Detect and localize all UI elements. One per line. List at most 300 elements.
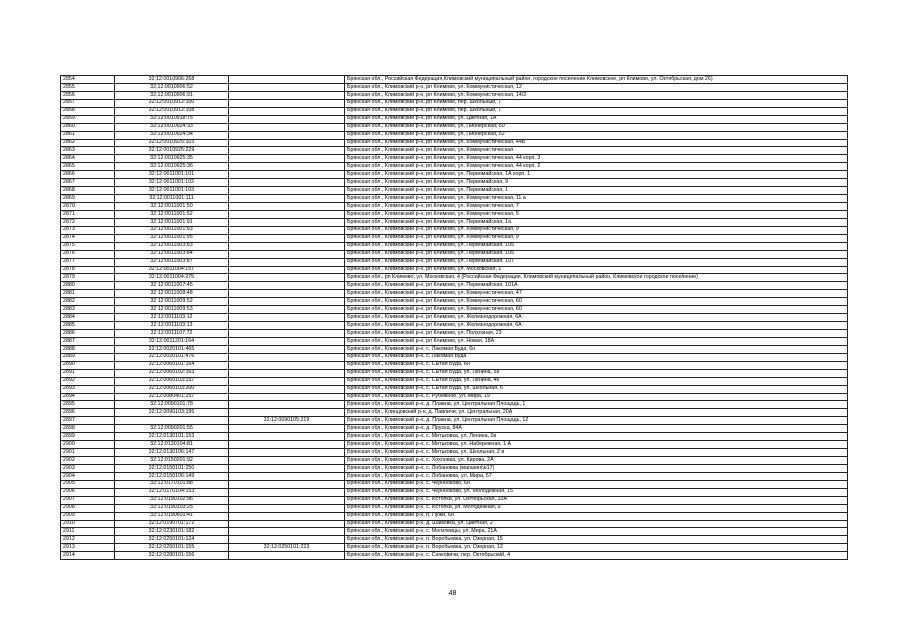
row-number-cell: 2865 xyxy=(61,163,115,171)
table-row xyxy=(61,393,848,401)
cadastral-number-cell: 32:12:0190701:172 xyxy=(115,520,229,528)
row-number-cell: 2895 xyxy=(61,401,115,409)
address-cell: Брянская обл., Климовский р-н, рп Климово, ул. Коммунистическая, 44 корп. 2 xyxy=(345,163,848,171)
cadastral-number-cell: 32:12:0080401:257 xyxy=(115,393,229,401)
row-number-cell: 2889 xyxy=(61,353,115,361)
address-cell: Брянская обл., Климовский р-н, рп Климово, ул. Новая, 18А xyxy=(345,337,848,345)
row-number-cell: 2899 xyxy=(61,433,115,441)
table-row xyxy=(61,179,848,187)
table-row xyxy=(61,337,848,345)
table-row xyxy=(61,512,848,520)
table-row xyxy=(61,210,848,218)
address-cell: Брянская обл., Климовский р-н, д. Плавна, ул. Центральная Площадь, 12 xyxy=(345,417,848,425)
row-number-cell: 2913 xyxy=(61,544,115,552)
row-number-cell: 2866 xyxy=(61,171,115,179)
address-cell: Брянская обл., Климовский р-н, рп Климово, ул. Коммунистическая, 60 xyxy=(345,298,848,306)
table-row xyxy=(61,528,848,536)
parent-cadastral-number-cell xyxy=(229,250,345,258)
cadastral-number-cell: 32:12:0020101:476 xyxy=(115,353,229,361)
table-row xyxy=(61,274,848,282)
cadastral-number-cell: 32:12:0190601:41 xyxy=(115,512,229,520)
address-cell: Брянская обл., Климовский р-н, рп Климово, пер. Школьный, 7 xyxy=(345,107,848,115)
address-cell: Брянская обл., Климовский р-н, рп Климово, ул. Коммунистическая, 7 xyxy=(345,203,848,211)
address-cell: Брянская обл., Климовский р-н, рп Климово, ул. Коммунистическая, 9 xyxy=(345,234,848,242)
address-cell: Брянская обл., рп Климово, ул. Московская, 4 (Российская Федерация, Климовский муниципальный район, Климовское городское поселение) xyxy=(345,274,848,282)
cadastral-number-cell: 32:12:0010912:100 xyxy=(115,99,229,107)
table-row xyxy=(61,306,848,314)
address-cell: Брянская обл., Климовский р-н, рп Климово, ул. Первомайская, 107 xyxy=(345,258,848,266)
cadastral-number-cell: 32:12:0170101:88 xyxy=(115,480,229,488)
cadastral-number-cell: 32:12:0010912:108 xyxy=(115,107,229,115)
cadastral-number-cell: 32:12:0130104:81 xyxy=(115,441,229,449)
table-row xyxy=(61,345,848,353)
row-number-cell: 2884 xyxy=(61,314,115,322)
parent-cadastral-number-cell xyxy=(229,353,345,361)
address-cell: Брянская обл., Климовский р-н, с. Лобановка (магазин№17) xyxy=(345,464,848,472)
table-row xyxy=(61,322,848,330)
address-cell: Брянская обл., Климовский р-н, рп Климово, ул. Первомайская, 1а xyxy=(345,218,848,226)
cadastral-number-cell: 32:12:0090101:78 xyxy=(115,401,229,409)
parent-cadastral-number-cell xyxy=(229,512,345,520)
parent-cadastral-number-cell: 32:12:0250101:223 xyxy=(229,544,345,552)
address-cell: Брянская обл., Климовский р-н, рп Климово, пер. Школьный, 7 xyxy=(345,99,848,107)
cadastral-number-cell: 32:12:0011201:164 xyxy=(115,337,229,345)
table-row xyxy=(61,417,848,425)
row-number-cell: 2898 xyxy=(61,425,115,433)
cadastral-number-cell: 32:12:0011103:12 xyxy=(115,314,229,322)
row-number-cell: 2900 xyxy=(61,441,115,449)
cadastral-number-cell: 32:12:0190102:96 xyxy=(115,496,229,504)
table-row xyxy=(61,250,848,258)
table-row xyxy=(61,385,848,393)
cadastral-number-cell: 32:12:0010906:91 xyxy=(115,91,229,99)
parent-cadastral-number-cell xyxy=(229,441,345,449)
address-cell: Брянская обл., Климовский р-н, с. Рубежное, ул. Мира, 19 xyxy=(345,393,848,401)
parent-cadastral-number-cell xyxy=(229,258,345,266)
cadastral-number-cell: 32:12:0010925:103 xyxy=(115,139,229,147)
table-row xyxy=(61,258,848,266)
address-cell: Брянская обл., Климовский р-н, с. Могилевцы, ул. Мира, 21А xyxy=(345,528,848,536)
table-row xyxy=(61,171,848,179)
row-number-cell: 2861 xyxy=(61,131,115,139)
cadastral-number-cell: 32:12:0011008:48 xyxy=(115,290,229,298)
parent-cadastral-number-cell xyxy=(229,187,345,195)
parent-cadastral-number-cell xyxy=(229,552,345,560)
cadastral-number-cell: 32:12:0060103:157 xyxy=(115,377,229,385)
parent-cadastral-number-cell xyxy=(229,330,345,338)
cadastral-number-cell: 32:12:0011004:157 xyxy=(115,266,229,274)
row-number-cell: 2860 xyxy=(61,123,115,131)
address-cell: Брянская обл., Климовский р-н, рп Климово, ул. Пионерская, 50 xyxy=(345,123,848,131)
table-row xyxy=(61,163,848,171)
parent-cadastral-number-cell xyxy=(229,504,345,512)
address-cell: Брянская обл., Климовский р-н, рп Климово, ул. Коммунистическая, 44Б xyxy=(345,139,848,147)
parent-cadastral-number-cell xyxy=(229,147,345,155)
table-row xyxy=(61,298,848,306)
address-cell: Брянская обл., Климовский р-н, п. Воробьевка, ул. Озерная, 12 xyxy=(345,544,848,552)
cadastral-number-cell: 32:12:0011001:111 xyxy=(115,195,229,203)
table-row xyxy=(61,496,848,504)
table-row xyxy=(61,401,848,409)
row-number-cell: 2893 xyxy=(61,385,115,393)
row-number-cell: 2869 xyxy=(61,195,115,203)
parent-cadastral-number-cell xyxy=(229,282,345,290)
cadastral-number-cell: 32:12:0011004:275 xyxy=(115,274,229,282)
parent-cadastral-number-cell xyxy=(229,131,345,139)
cadastral-number-cell: 32:12:0011007:45 xyxy=(115,282,229,290)
parent-cadastral-number-cell xyxy=(229,306,345,314)
row-number-cell: 2878 xyxy=(61,266,115,274)
parent-cadastral-number-cell xyxy=(229,361,345,369)
cadastral-number-cell: 32:12:0280101:156 xyxy=(115,552,229,560)
address-cell: Брянская обл., Климовский р-н, с. Лобановка, ул. Мира, 57 xyxy=(345,472,848,480)
parent-cadastral-number-cell xyxy=(229,155,345,163)
parent-cadastral-number-cell xyxy=(229,266,345,274)
table-row xyxy=(61,131,848,139)
cadastral-number-cell: 32:12:0010906:52 xyxy=(115,83,229,91)
table-row xyxy=(61,464,848,472)
cadastral-number-cell: 32:12:0020101:465 xyxy=(115,345,229,353)
parent-cadastral-number-cell xyxy=(229,433,345,441)
row-number-cell: 2907 xyxy=(61,496,115,504)
table-row xyxy=(61,234,848,242)
table-row xyxy=(61,115,848,123)
row-number-cell: 2912 xyxy=(61,536,115,544)
page-number: 48 xyxy=(448,590,457,597)
parent-cadastral-number-cell xyxy=(229,345,345,353)
table-row xyxy=(61,377,848,385)
address-cell: Брянская обл., Климовский р-н, с. Сытая Буда, ул. Школьная, 6 xyxy=(345,385,848,393)
row-number-cell: 2856 xyxy=(61,91,115,99)
table-row xyxy=(61,242,848,250)
table-row xyxy=(61,187,848,195)
row-number-cell: 2859 xyxy=(61,115,115,123)
parent-cadastral-number-cell xyxy=(229,472,345,480)
table-row xyxy=(61,266,848,274)
row-number-cell: 2902 xyxy=(61,457,115,465)
row-number-cell: 2903 xyxy=(61,464,115,472)
row-number-cell: 2901 xyxy=(61,449,115,457)
cadastral-number-cell: 32:12:0010918:75 xyxy=(115,115,229,123)
table-row xyxy=(61,330,848,338)
parent-cadastral-number-cell xyxy=(229,123,345,131)
row-number-cell: 2897 xyxy=(61,417,115,425)
row-number-cell: 2911 xyxy=(61,528,115,536)
row-number-cell: 2874 xyxy=(61,234,115,242)
row-number-cell: 2910 xyxy=(61,520,115,528)
address-cell: Брянская обл., Климовский р-н, рп Климово, ул. Коммунистическая, 14/2 xyxy=(345,91,848,99)
address-cell: Брянская обл., Климовский р-н, с. Сачковичи, пер. Октябрьский, 4 xyxy=(345,552,848,560)
address-cell: Брянская обл., Климовский р-н, рп Климово, ул. Коммунистическая, 12 xyxy=(345,83,848,91)
parent-cadastral-number-cell xyxy=(229,298,345,306)
table-row xyxy=(61,226,848,234)
address-cell: Брянская обл., Климовский р-н, рп Климово, ул. Коммунистическая, 11 а xyxy=(345,195,848,203)
table-row xyxy=(61,520,848,528)
cadastral-number-cell: 32:12:0010924:34 xyxy=(115,131,229,139)
row-number-cell: 2892 xyxy=(61,377,115,385)
row-number-cell: 2914 xyxy=(61,552,115,560)
cadastral-number-cell: 32:12:0230101:182 xyxy=(115,528,229,536)
parent-cadastral-number-cell xyxy=(229,457,345,465)
table-row xyxy=(61,449,848,457)
parent-cadastral-number-cell xyxy=(229,99,345,107)
address-cell: Брянская обл., Климовский р-н, с. Митьковка, ул. Ленина, 2в xyxy=(345,433,848,441)
cadastral-number-cell xyxy=(115,417,229,425)
cadastral-number-cell: 32:12:0011001:101 xyxy=(115,171,229,179)
table-row xyxy=(61,155,848,163)
cadastral-number-cell: 32:12:0010925:36 xyxy=(115,163,229,171)
address-cell: Брянская обл., Климовский р-н, рп Климово, ул. Железнодорожная, 6А xyxy=(345,314,848,322)
cadastral-number-cell: 32:12:0011001:102 xyxy=(115,179,229,187)
parent-cadastral-number-cell xyxy=(229,179,345,187)
row-number-cell: 2867 xyxy=(61,179,115,187)
address-cell: Брянская обл., Климовский р-н, рп Климово, ул. Первомайская, 9 xyxy=(345,179,848,187)
row-number-cell: 2894 xyxy=(61,393,115,401)
cadastral-number-cell: 32:12:0010925:229 xyxy=(115,147,229,155)
parent-cadastral-number-cell xyxy=(229,393,345,401)
parent-cadastral-number-cell xyxy=(229,369,345,377)
cadastral-number-cell: 32:12:0060101:164 xyxy=(115,361,229,369)
table-row xyxy=(61,409,848,417)
table-row xyxy=(61,139,848,147)
parent-cadastral-number-cell xyxy=(229,528,345,536)
cadastral-number-cell: 32:12:0130101:153 xyxy=(115,433,229,441)
address-cell: Брянская обл., Климовский р-н, рп Климово, ул. Цветная, 1А xyxy=(345,115,848,123)
cadastral-number-cell: 32:12:0011009:53 xyxy=(115,306,229,314)
parent-cadastral-number-cell xyxy=(229,226,345,234)
table-row xyxy=(61,91,848,99)
address-cell: Брянская обл., Российская Федерация,Климовский муниципальный район, городское поселение Климовское, рп Климово, ул. Октябрьская, дом 26) xyxy=(345,76,848,84)
table-row xyxy=(61,83,848,91)
address-cell: Брянская обл., Климовский р-н, рп Климово, ул. Первомайская, 105 xyxy=(345,250,848,258)
parent-cadastral-number-cell xyxy=(229,520,345,528)
cadastral-number-cell: 32:12:0011009:52 xyxy=(115,298,229,306)
address-cell: Брянская обл., Климовский р-н, рп Климово, ул. Коммунистическая, 47 xyxy=(345,290,848,298)
parent-cadastral-number-cell xyxy=(229,322,345,330)
cadastral-number-cell: 32:12:0011001:50 xyxy=(115,203,229,211)
cadastral-number-cell: 32:12:0150106:149 xyxy=(115,472,229,480)
cadastral-number-cell: 32:12:0060103:200 xyxy=(115,385,229,393)
row-number-cell: 2882 xyxy=(61,298,115,306)
row-number-cell: 2857 xyxy=(61,99,115,107)
row-number-cell: 2906 xyxy=(61,488,115,496)
row-number-cell: 2891 xyxy=(61,369,115,377)
cadastral-number-cell: 32:12:0011001:93 xyxy=(115,226,229,234)
table-row xyxy=(61,488,848,496)
row-number-cell: 2888 xyxy=(61,345,115,353)
table-row xyxy=(61,457,848,465)
table-row xyxy=(61,504,848,512)
row-number-cell: 2855 xyxy=(61,83,115,91)
row-number-cell: 2873 xyxy=(61,226,115,234)
row-number-cell: 2881 xyxy=(61,290,115,298)
table-row xyxy=(61,290,848,298)
cadastral-number-cell: 32:12:0011001:103 xyxy=(115,187,229,195)
cadastral-number-cell: 32:12:0250101:124 xyxy=(115,536,229,544)
parent-cadastral-number-cell xyxy=(229,274,345,282)
parent-cadastral-number-cell xyxy=(229,139,345,147)
cadastral-number-cell: 32:12:0011103:13 xyxy=(115,322,229,330)
parent-cadastral-number-cell xyxy=(229,314,345,322)
table-row xyxy=(61,353,848,361)
address-cell: Брянская обл., Климовский р-н, рп Климово, ул. Первомайская, 105 xyxy=(345,242,848,250)
address-cell: Брянская обл., Климовский р-н, с. Чернооково, 6н xyxy=(345,480,848,488)
cadastral-number-cell: 32:12:0190103:25 xyxy=(115,504,229,512)
table-row xyxy=(61,147,848,155)
address-cell: Брянская обл., Климовский р-н, рп Климово, ул. Первомайская, 101А xyxy=(345,282,848,290)
row-number-cell: 2877 xyxy=(61,258,115,266)
address-cell: Брянская обл., Климовский р-н, с. Истопки, ул. Молодежная, 9 xyxy=(345,504,848,512)
address-cell: Брянская обл., Климовский р-н, с. Митьковка, ул. Набережная, 1 А xyxy=(345,441,848,449)
row-number-cell: 2905 xyxy=(61,480,115,488)
row-number-cell: 2887 xyxy=(61,337,115,345)
row-number-cell: 2908 xyxy=(61,504,115,512)
row-number-cell: 2854 xyxy=(61,76,115,84)
table-row xyxy=(61,425,848,433)
row-number-cell: 2883 xyxy=(61,306,115,314)
parent-cadastral-number-cell xyxy=(229,76,345,84)
cadastral-number-cell: 32:12:0090103:195 xyxy=(115,409,229,417)
address-cell: Брянская обл., Климовский р-н, рп Климово, ул. Московская, 1 xyxy=(345,266,848,274)
address-cell: Брянская обл., Климовский р-н, д. Шамовка, ул. Цветная, 2 xyxy=(345,520,848,528)
address-cell: Брянская обл., Климовский р-н, с. Чернооково, ул. Молодежная, 15 xyxy=(345,488,848,496)
parent-cadastral-number-cell xyxy=(229,409,345,417)
parent-cadastral-number-cell xyxy=(229,290,345,298)
address-cell: Брянская обл., Клинцовский р-н, д. Павличи, ул. Центральная, 20А xyxy=(345,409,848,417)
address-cell: Брянская обл., Климовский р-н, с. Лакомая Буда, 6н xyxy=(345,345,848,353)
cadastral-number-cell: 32:12:0011001:95 xyxy=(115,234,229,242)
address-cell: Брянская обл., Климовский р-н, д. Пруска, 84А xyxy=(345,425,848,433)
parent-cadastral-number-cell xyxy=(229,107,345,115)
address-cell: Брянская обл., Климовский р-н, рп Климово, ул. Пионерская, 52 xyxy=(345,131,848,139)
parent-cadastral-number-cell xyxy=(229,488,345,496)
row-number-cell: 2863 xyxy=(61,147,115,155)
parent-cadastral-number-cell xyxy=(229,464,345,472)
row-number-cell: 2890 xyxy=(61,361,115,369)
table-row xyxy=(61,433,848,441)
table-row xyxy=(61,441,848,449)
cadastral-number-cell: 32:12:0060102:163 xyxy=(115,369,229,377)
address-cell: Брянская обл., Климовский р-н, рп Климово, ул. Полхозная, 23 xyxy=(345,330,848,338)
table-row xyxy=(61,195,848,203)
table-row xyxy=(61,107,848,115)
address-cell: Брянская обл., Климовский р-н, рп Климово, ул. Первомайская, 1 xyxy=(345,187,848,195)
cadastral-number-cell: 32:12:0010906:268 xyxy=(115,76,229,84)
cadastral-number-cell: 32:12:0130106:147 xyxy=(115,449,229,457)
address-cell: Брянская обл., Климовский р-н, с. Митьковка, ул. Школьная, 2 в xyxy=(345,449,848,457)
table-row xyxy=(61,282,848,290)
table-row xyxy=(61,218,848,226)
address-cell: Брянская обл., Климовский р-н, рп Климово, ул. Железнодорожная, 6А xyxy=(345,322,848,330)
row-number-cell: 2876 xyxy=(61,250,115,258)
address-cell: Брянская обл., Климовский р-н, рп Климово, ул. Первомайская, 1А корп. 1 xyxy=(345,171,848,179)
table-row xyxy=(61,552,848,560)
parent-cadastral-number-cell xyxy=(229,218,345,226)
cadastral-number-cell: 32:12:0011001:91 xyxy=(115,218,229,226)
cadastral-number-cell: 32:12:0010925:35 xyxy=(115,155,229,163)
table-row xyxy=(61,536,848,544)
table-row xyxy=(61,123,848,131)
row-number-cell: 2885 xyxy=(61,322,115,330)
table-row xyxy=(61,472,848,480)
parent-cadastral-number-cell xyxy=(229,401,345,409)
table-row xyxy=(61,480,848,488)
cadastral-number-cell: 32:12:0011001:52 xyxy=(115,210,229,218)
parent-cadastral-number-cell xyxy=(229,337,345,345)
address-cell: Брянская обл., Климовский р-н, с. Сытая Буда, 6н xyxy=(345,361,848,369)
parent-cadastral-number-cell: 32:12:0090105:219 xyxy=(229,417,345,425)
row-number-cell: 2871 xyxy=(61,210,115,218)
address-cell: Брянская обл., Климовский р-н, рп Климово, ул. Коммунистическая, 5 xyxy=(345,210,848,218)
row-number-cell: 2886 xyxy=(61,330,115,338)
parent-cadastral-number-cell xyxy=(229,195,345,203)
cadastral-number-cell: 32:12:0090201:55 xyxy=(115,425,229,433)
register-sheet xyxy=(60,75,847,560)
parent-cadastral-number-cell xyxy=(229,425,345,433)
row-number-cell: 2868 xyxy=(61,187,115,195)
property-register-table xyxy=(60,75,848,560)
table-row xyxy=(61,76,848,84)
parent-cadastral-number-cell xyxy=(229,449,345,457)
address-cell: Брянская обл., Климовский р-н, с. Сытая Буда, ул. Ленина, 58 xyxy=(345,369,848,377)
row-number-cell: 2875 xyxy=(61,242,115,250)
cadastral-number-cell: 32:12:0170104:153 xyxy=(115,488,229,496)
row-number-cell: 2864 xyxy=(61,155,115,163)
parent-cadastral-number-cell xyxy=(229,242,345,250)
row-number-cell: 2862 xyxy=(61,139,115,147)
address-cell: Брянская обл., Климовский р-н, с. Сытая Буда, ул. Ленина, 46 xyxy=(345,377,848,385)
parent-cadastral-number-cell xyxy=(229,377,345,385)
address-cell: Брянская обл., Климовский р-н, с. Хохловка, ул. Кирова, 2А xyxy=(345,457,848,465)
parent-cadastral-number-cell xyxy=(229,210,345,218)
address-cell: Брянская обл., Климовский р-н, с. Истопки, ул. Октябрьская, 33А xyxy=(345,496,848,504)
parent-cadastral-number-cell xyxy=(229,203,345,211)
row-number-cell: 2880 xyxy=(61,282,115,290)
row-number-cell: 2870 xyxy=(61,203,115,211)
parent-cadastral-number-cell xyxy=(229,234,345,242)
register-table-body xyxy=(61,76,848,560)
cadastral-number-cell: 32:12:0250101:155 xyxy=(115,544,229,552)
cadastral-number-cell: 32:12:0010924:33 xyxy=(115,123,229,131)
row-number-cell: 2872 xyxy=(61,218,115,226)
address-cell: Брянская обл., Климовский р-н, п. Пужи, 6н xyxy=(345,512,848,520)
table-row xyxy=(61,99,848,107)
table-row xyxy=(61,369,848,377)
cadastral-number-cell: 32:12:0011003:83 xyxy=(115,242,229,250)
address-cell: Брянская обл., Климовский р-н, с. Лакомая Буда xyxy=(345,353,848,361)
cadastral-number-cell: 32:12:0150101:250 xyxy=(115,464,229,472)
parent-cadastral-number-cell xyxy=(229,83,345,91)
row-number-cell: 2904 xyxy=(61,472,115,480)
cadastral-number-cell: 32:12:0011003:84 xyxy=(115,250,229,258)
address-cell: Брянская обл., Климовский р-н, рп Климово, ул. Коммунистическая xyxy=(345,147,848,155)
parent-cadastral-number-cell xyxy=(229,115,345,123)
cadastral-number-cell: 32:12:0011107:72 xyxy=(115,330,229,338)
parent-cadastral-number-cell xyxy=(229,163,345,171)
parent-cadastral-number-cell xyxy=(229,171,345,179)
cadastral-number-cell: 32:12:0150201:92 xyxy=(115,457,229,465)
address-cell: Брянская обл., Климовский р-н, рп Климово, ул. Коммунистическая, 60 xyxy=(345,306,848,314)
table-row xyxy=(61,361,848,369)
row-number-cell: 2896 xyxy=(61,409,115,417)
parent-cadastral-number-cell xyxy=(229,385,345,393)
table-row xyxy=(61,203,848,211)
table-row xyxy=(61,544,848,552)
table-row xyxy=(61,314,848,322)
address-cell: Брянская обл., Климовский р-н, рп Климово, ул. Коммунистическая, 9 xyxy=(345,226,848,234)
row-number-cell: 2858 xyxy=(61,107,115,115)
parent-cadastral-number-cell xyxy=(229,91,345,99)
